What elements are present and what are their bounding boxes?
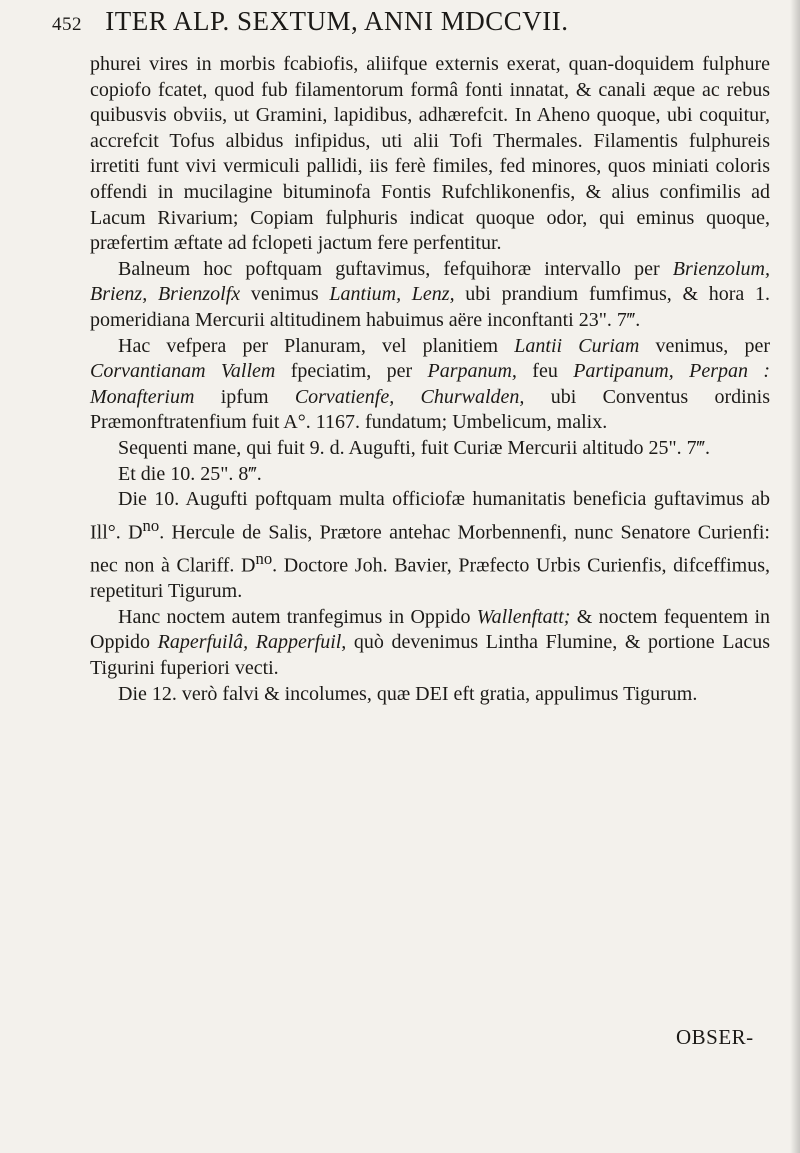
text-run: Et die 10. 25". 8‴. (118, 462, 262, 485)
text-run: phurei vires in morbis fcabiofis, aliifque externis exerat, quan-doquidem fulphure copiofo fcatet, quod fub filamentorum formâ fonti innatat, & canali æque ac rebus quibusvis obviis, ut Gramini, lapidibus, adhærefcit. In Aheno quoque, ubi coquitur, accrefcit Tofus albidus infipidus, uti alii Tofi Thermales. Filamentis fulphureis irretiti funt vivi vermiculi pallidi, iis ferè fimiles, fed minores, quos miniati coloris offendi in mucilagine bituminofa Fontis Rufchlikonenfis, & alius confimilis ad Lacum Rivarium; Copiam fulphuris indicat quoque odor, qui eminus quoque, præfertim æftate ad fclopeti jactum fere perfentitur. (90, 53, 770, 255)
text-run: venimus, per (639, 334, 770, 357)
italic-term: Wallenftatt; (476, 605, 571, 628)
italic-term: Partipanum, Perpan : Monafterium (90, 360, 770, 408)
italic-term: Lantii Curiam (514, 334, 640, 357)
running-header (52, 6, 752, 37)
text-run: & noctem fequentem in Oppido (90, 605, 770, 654)
body-text (90, 52, 770, 707)
text-run: fpeciatim, per (275, 360, 428, 383)
page-number: 452 (52, 14, 82, 35)
text-run: Die 10. Augufti poftquam multa officiofæ humanitatis beneficia guftavimus ab Ill°. D (90, 488, 770, 544)
text-run: ubi prandium fumfimus, & hora 1. pomeridiana Mercurii altitudinem habuimus aëre inconftanti 23". 7‴. (90, 283, 770, 331)
italic-term: Brienzolum, Brienz, Brienzolfx (90, 257, 770, 306)
page-edge-shadow (790, 0, 800, 1153)
paragraph (90, 487, 770, 605)
text-run: . Hercule de Salis, Prætore antehac Morbennenfi, nunc Senatore Curienfi: nec non à Clariff. D (90, 521, 770, 577)
running-title: ITER ALP. SEXTUM, ANNI MDCCVII. (105, 6, 569, 36)
catchword: OBSER- (676, 1025, 754, 1049)
text-run: Balneum hoc poftquam guftavimus, fefquihoræ intervallo per (118, 257, 673, 280)
text-run: Hac vefpera per Planuram, vel planitiem (118, 334, 515, 357)
text-run: . Doctore Joh. Bavier, Præfecto Urbis Curienfis, difceffimus, repetituri Tigurum. (90, 554, 770, 603)
paragraph (90, 334, 770, 436)
italic-term: Corvatienfe, Churwalden, (294, 385, 525, 408)
paragraph (90, 605, 770, 682)
text-run: feu (516, 360, 574, 383)
paragraph (90, 436, 770, 462)
superscript: no (142, 515, 160, 535)
text-run: Hanc noctem autem tranfegimus in Oppido (118, 605, 477, 628)
italic-term: Parpanum, (427, 360, 517, 383)
text-run: Sequenti mane, qui fuit 9. d. Augufti, fuit Curiæ Mercurii altitudo 25". 7‴. (118, 436, 710, 459)
text-run: quò devenimus Lintha Flumine, & portione Lacus Tigurini fuperiori vecti. (90, 631, 771, 679)
text-run: venimus (240, 283, 330, 306)
text-run: ipfum (194, 385, 295, 408)
italic-term: Lantium, Lenz, (329, 283, 455, 306)
text-run: ubi Conventus ordinis Præmonftratenfium fuit A°. 1167. fundatum; Umbelicum, malix. (90, 385, 770, 434)
italic-term: Raperfuilâ, Rapperfuil, (157, 631, 347, 654)
paragraph (90, 462, 770, 488)
paragraph (90, 682, 770, 708)
paragraph (90, 257, 770, 334)
superscript: no (255, 548, 273, 568)
italic-term: Corvantianam Vallem (90, 360, 276, 383)
paragraph (90, 52, 770, 257)
text-run: Die 12. verò falvi & incolumes, quæ DEI eft gratia, appulimus Tigurum. (118, 682, 698, 705)
